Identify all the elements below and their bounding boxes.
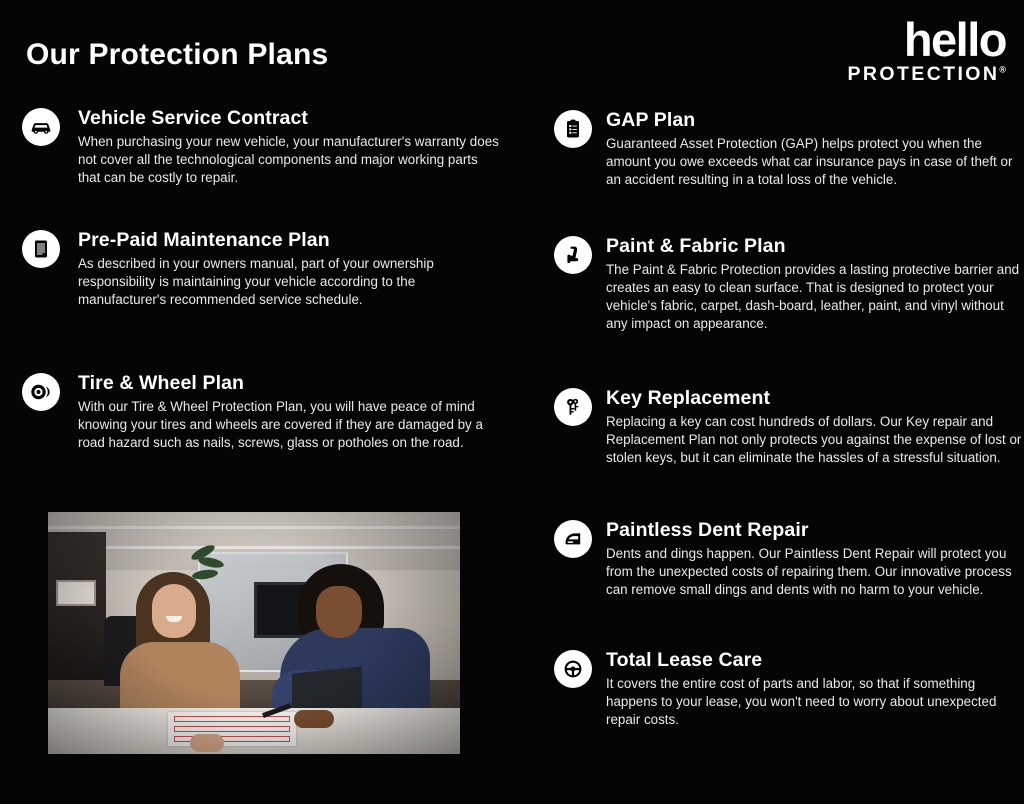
plan-description: Dents and dings happen. Our Paintless Dent Repair will protect you from the unexpected costs of repairing them. Our innovative process can remove small dings and dents with no harm to your vehicle. (606, 546, 1012, 597)
dealership-consultation-photo (48, 512, 460, 754)
clipboard-icon (554, 110, 592, 148)
plan-description: It covers the entire cost of parts and labor, so that if something happens to your lease, you won't need to worry about unexpected repair costs. (606, 676, 997, 727)
steering-wheel-icon (554, 650, 592, 688)
plan-title: GAP Plan (606, 109, 696, 131)
plan-title: Key Replacement (606, 387, 771, 409)
plan-description: With our Tire & Wheel Protection Plan, you will have peace of mind knowing your tires and wheels are covered if they are damaged by a road hazard such as nails, screws, glass or potholes on the road. (78, 399, 483, 450)
plan-description: The Paint & Fabric Protection provides a lasting protective barrier and creates an easy to clean surface. That is designed to protect your vehicle's fabric, carpet, dash-board, leather, paint, and vinyl without any impact on appearance. (606, 262, 1020, 331)
plan-title: Paint & Fabric Plan (606, 235, 786, 257)
plan-body (606, 520, 1024, 599)
plan-title: Paintless Dent Repair (606, 519, 809, 541)
tire-wheel-icon (22, 373, 60, 411)
plan-tire-and-wheel (22, 373, 502, 452)
page-title: Our Protection Plans (26, 38, 329, 71)
keys-icon (554, 388, 592, 426)
plan-body (606, 110, 1024, 189)
plan-description: Replacing a key can cost hundreds of dollars. Our Key repair and Replacement Plan not only protects you against the expense of lost or stolen keys, but it can eliminate the hassles of a stressful situation. (606, 414, 1022, 465)
plan-vehicle-service-contract (22, 108, 500, 187)
plan-gap (554, 110, 1024, 189)
plan-title: Tire & Wheel Plan (78, 372, 245, 394)
car-door-dent-icon (554, 520, 592, 558)
brand-subtitle-text: PROTECTION (847, 63, 1000, 85)
plan-body (78, 230, 482, 309)
plan-pre-paid-maintenance (22, 230, 482, 309)
car-icon (22, 108, 60, 146)
plan-title: Pre-Paid Maintenance Plan (78, 229, 330, 251)
plan-body (606, 650, 1024, 729)
brand-subtitle (848, 65, 1006, 85)
plan-title: Vehicle Service Contract (78, 107, 309, 129)
car-seat-icon (554, 236, 592, 274)
plan-body (78, 108, 500, 187)
plan-paintless-dent-repair (554, 520, 1024, 599)
plan-description: When purchasing your new vehicle, your manufacturer's warranty does not cover all the technological components and major working parts that can be costly to repair. (78, 134, 499, 185)
photo-vignette (48, 512, 460, 754)
plan-body (606, 388, 1024, 467)
brand-logo (847, 13, 1006, 85)
plan-body (606, 236, 1024, 332)
plan-paint-and-fabric (554, 236, 1024, 332)
registered-trademark-icon: ® (999, 64, 1006, 75)
plan-total-lease-care (554, 650, 1024, 729)
document-icon (22, 230, 60, 268)
brand-wordmark: hello (903, 13, 1006, 66)
plan-body (78, 373, 502, 452)
plan-title: Total Lease Care (606, 649, 763, 671)
plan-description: Guaranteed Asset Protection (GAP) helps protect you when the amount you owe exceeds what car insurance pays in case of theft or an accident resulting in a total loss of the vehicle. (606, 136, 1013, 187)
photo-scene (48, 512, 460, 754)
plan-key-replacement (554, 388, 1024, 467)
plan-description: As described in your owners manual, part of your ownership responsibility is maintaining your vehicle according to the manufacturer's recommended service schedule. (78, 256, 434, 307)
